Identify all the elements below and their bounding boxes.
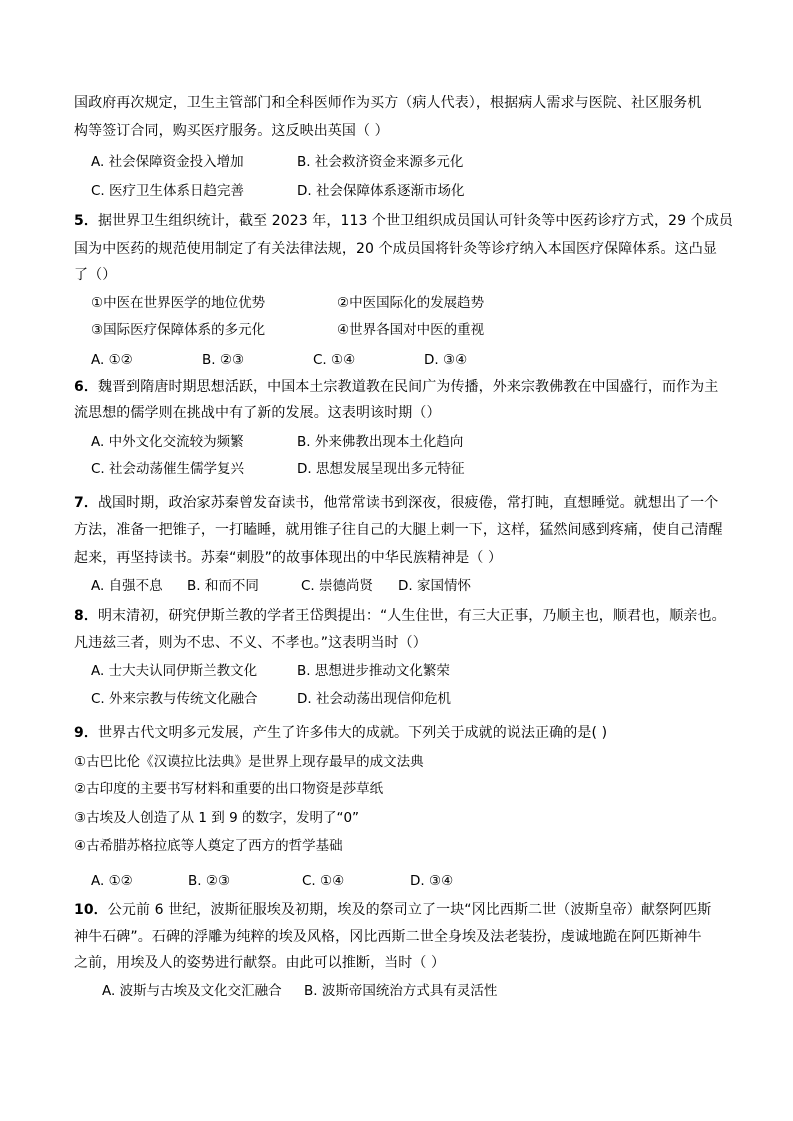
q7-stem-line3: 起来，再坚持读书。苏秦“刺股”的故事体现出的中华民族精神是（ ） [74,550,503,566]
q9-option-d[interactable]: D. ③④ [410,873,454,889]
q6-stem-line1 [74,378,724,396]
q5-stem-line3: 了（） [74,267,117,283]
q7-number: 7． [74,495,98,511]
q9-item-1: ①古巴比伦《汉谟拉比法典》是世界上现存最早的成文法典 [74,754,424,770]
q7-stem-text1: 战国时期，政治家苏秦曾发奋读书，他常常读书到深夜，很疲倦，常打盹，直想睡觉。就想出了一个 [97,495,719,511]
q5-stem-line1 [74,212,734,230]
q8-stem-line1 [74,607,724,625]
q10-stem-line1 [74,901,724,919]
q6-stem-line2: 流思想的儒学则在挑战中有了新的发展。这表明该时期（） [74,405,441,421]
q6-option-a[interactable]: A. 中外文化交流较为频繁 [91,434,244,450]
q5-option-a[interactable]: A. ①② [91,352,133,368]
q9-item-4: ④古希腊苏格拉底等人奠定了西方的哲学基础 [74,838,343,854]
q4-option-c[interactable]: C. 医疗卫生体系日趋完善 [91,183,245,199]
q5-item-1: ①中医在世界医学的地位优势 [91,295,266,311]
q7-option-a[interactable]: A. 自强不息 [91,578,163,594]
q5-option-b[interactable]: B. ②③ [202,352,245,368]
q10-option-b[interactable]: B. 波斯帝国统治方式具有灵活性 [304,983,498,999]
q10-stem-line3: 之前，用埃及人的姿势进行献祭。由此可以推断，当时（ ） [74,955,446,971]
q8-option-d[interactable]: D. 社会动荡出现信仰危机 [297,691,451,707]
q7-option-d[interactable]: D. 家国情怀 [398,578,471,594]
q4-stem-line2: 构等签订合同，购买医疗服务。这反映出英国（ ） [74,123,389,139]
q7-stem-line1 [74,494,724,512]
q6-number: 6． [74,379,98,395]
q4-option-d[interactable]: D. 社会保障体系逐渐市场化 [297,183,465,199]
q5-stem-text1: 据世界卫生组织统计，截至 2023 年，113 个世卫组织成员国认可针灸等中医药诊疗方式，29 个成员 [97,213,734,229]
q5-item-4: ④世界各国对中医的重视 [337,322,485,338]
q8-stem-line2: 凡违兹三者，则为不忠、不义、不孝也。”这表明当时（） [74,635,427,651]
q9-item-3: ③古埃及人创造了从 1 到 9 的数字，发明了“0” [74,810,360,826]
q8-stem-text1: 明末清初，研究伊斯兰教的学者王岱舆提出：“人生住世，有三大正事，乃顺主也，顺君也，顺亲也。 [97,608,726,624]
q7-option-b[interactable]: B. 和而不同 [187,578,259,594]
q5-item-3: ③国际医疗保障体系的多元化 [91,322,266,338]
q10-number: 10． [74,902,108,918]
q5-stem-line2: 国为中医药的规范使用制定了有关法律法规，20 个成员国将针灸等诊疗纳入本国医疗保障体系。这凸显 [74,241,717,257]
q5-option-c[interactable]: C. ①④ [313,352,356,368]
q6-option-b[interactable]: B. 外来佛教出现本土化趋向 [297,434,464,450]
q5-item-2: ②中医国际化的发展趋势 [337,295,485,311]
q9-number: 9． [74,725,98,741]
q9-option-c[interactable]: C. ①④ [302,873,345,889]
q8-option-b[interactable]: B. 思想进步推动文化繁荣 [297,663,450,679]
q8-option-c[interactable]: C. 外来宗教与传统文化融合 [91,691,258,707]
q9-stem-text1: 世界古代文明多元发展，产生了许多伟大的成就。下列关于成就的说法正确的是( ) [97,725,608,741]
q5-option-d[interactable]: D. ③④ [424,352,468,368]
q9-option-b[interactable]: B. ②③ [188,873,231,889]
q7-option-c[interactable]: C. 崇德尚贤 [301,578,374,594]
q10-option-a[interactable]: A. 波斯与古埃及文化交汇融合 [102,983,282,999]
q4-option-a[interactable]: A. 社会保障资金投入增加 [91,154,244,170]
q7-stem-line2: 方法，准备一把锥子，一打瞌睡，就用锥子往自己的大腿上刺一下，这样，猛然间感到疼痛，使自己清醒 [74,522,723,538]
q5-number: 5． [74,213,98,229]
q8-number: 8． [74,608,98,624]
q6-option-c[interactable]: C. 社会动荡催生儒学复兴 [91,461,245,477]
q6-stem-text1: 魏晋到隋唐时期思想活跃，中国本土宗教道教在民间广为传播，外来宗教佛教在中国盛行，而作为主 [97,379,719,395]
q6-option-d[interactable]: D. 思想发展呈现出多元特征 [297,461,465,477]
q8-option-a[interactable]: A. 士大夫认同伊斯兰教文化 [91,663,258,679]
q10-stem-text1: 公元前 6 世纪，波斯征服埃及初期，埃及的祭司立了一块“冈比西斯二世（波斯皇帝）献祭阿匹斯 [107,902,712,918]
q9-item-2: ②古印度的主要书写材料和重要的出口物资是莎草纸 [74,781,384,797]
q4-stem-line1: 国政府再次规定，卫生主管部门和全科医师作为买方（病人代表），根据病人需求与医院、社区服务机 [74,95,702,111]
q9-option-a[interactable]: A. ①② [91,873,133,889]
q4-option-b[interactable]: B. 社会救济资金来源多元化 [297,154,464,170]
q10-stem-line2: 神牛石碑”。石碑的浮雕为纯粹的埃及风格，冈比西斯二世全身埃及法老装扮，虔诚地跪在阿匹斯神牛 [74,929,702,945]
q9-stem-line1 [74,724,724,742]
